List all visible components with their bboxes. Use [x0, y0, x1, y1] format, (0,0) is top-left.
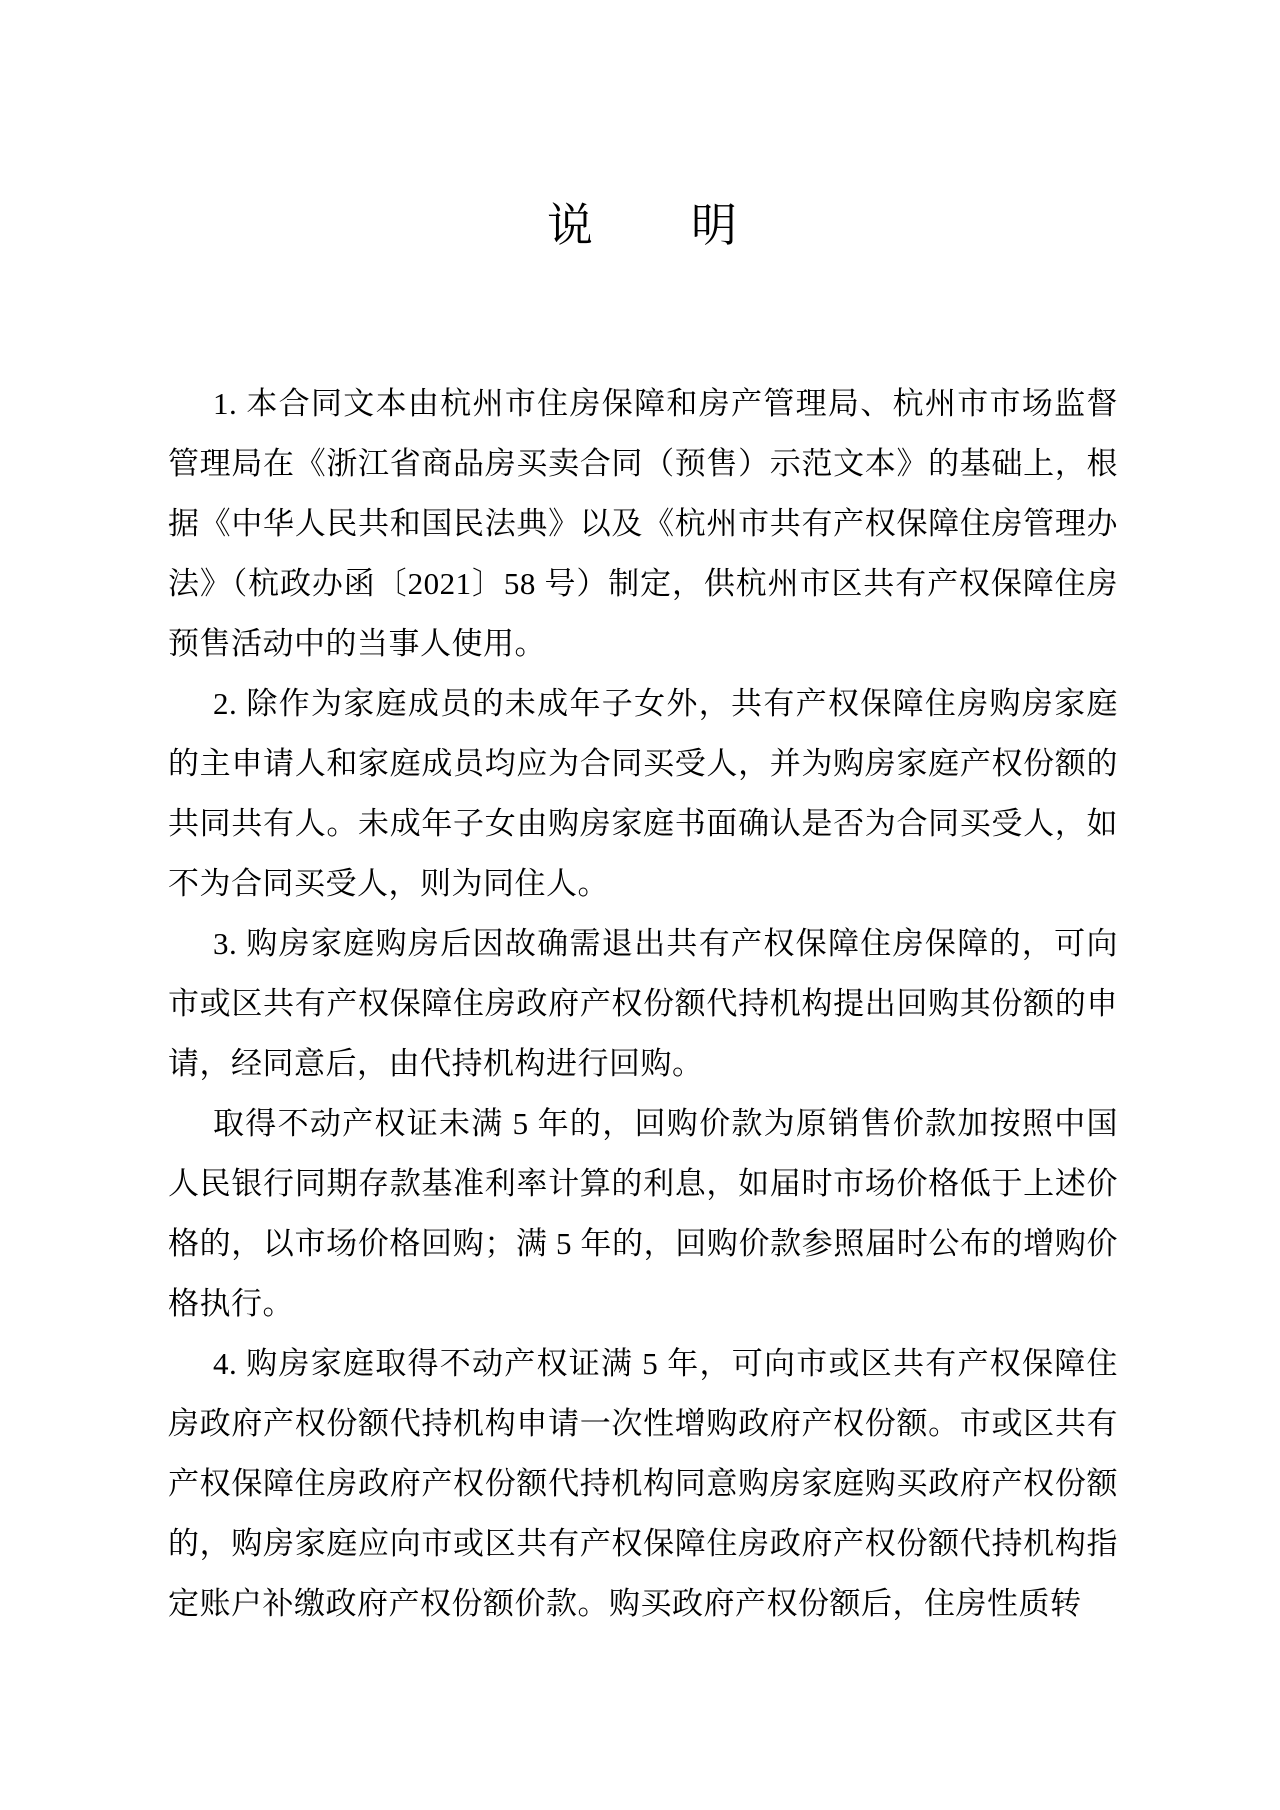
- page-title: 说 明: [547, 200, 739, 251]
- paragraph-2: 2. 除作为家庭成员的未成年子女外，共有产权保障住房购房家庭的主申请人和家庭成员均应为合同买受人，并为购房家庭产权份额的共同共有人。未成年子女由购房家庭书面确认是否为合同买受人，如不为合同买受人，则为同住人。: [168, 686, 1118, 901]
- paragraph-5: 4. 购房家庭取得不动产权证满 5 年，可向市或区共有产权保障住房政府产权份额代持机构申请一次性增购政府产权份额。市或区共有产权保障住房政府产权份额代持机构同意购房家庭购买政府产权份额的，购房家庭应向市或区共有产权保障住房政府产权份额代持机构指定账户补缴政府产权份额价款。购买政府产权份额后，住房性质转: [168, 1346, 1118, 1621]
- paragraph-3: 3. 购房家庭购房后因故确需退出共有产权保障住房保障的，可向市或区共有产权保障住房政府产权份额代持机构提出回购其份额的申请，经同意后，由代持机构进行回购。: [168, 926, 1118, 1081]
- paragraph-4: 取得不动产权证未满 5 年的，回购价款为原销售价款加按照中国人民银行同期存款基准利率计算的利息，如届时市场价格低于上述价格的，以市场价格回购；满 5 年的，回购价款参照届时公布的增购价格执行。: [168, 1106, 1118, 1321]
- document-body: [168, 374, 1118, 1634]
- paragraph-1: 1. 本合同文本由杭州市住房保障和房产管理局、杭州市市场监督管理局在《浙江省商品房买卖合同（预售）示范文本》的基础上，根据《中华人民共和国民法典》以及《杭州市共有产权保障住房管理办法》（杭政办函〔2021〕58 号）制定，供杭州市区共有产权保障住房预售活动中的当事人使用。: [168, 386, 1118, 661]
